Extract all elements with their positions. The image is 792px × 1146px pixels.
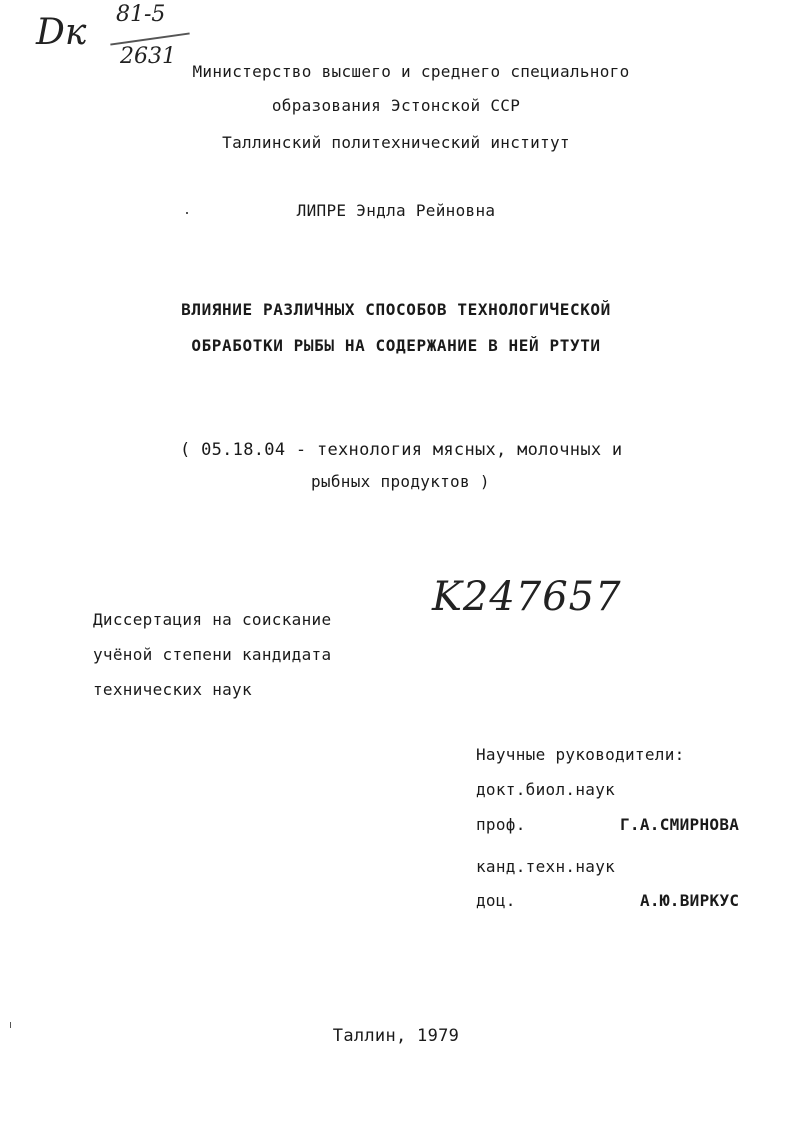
specialty-line-2: рыбных продуктов ): [311, 472, 490, 491]
dissertation-line-3: технических наук: [93, 680, 252, 699]
institute-name: Таллинский политехнический институт: [222, 133, 570, 152]
supervisor-1-title: проф.: [476, 815, 526, 834]
supervisor-2-degree: канд.техн.наук: [476, 857, 616, 876]
supervisor-2-name: А.Ю.ВИРКУС: [640, 891, 740, 910]
shelf-mark-letters: Dк: [36, 12, 87, 53]
thesis-title-line-2: ОБРАБОТКИ РЫБЫ НА СОДЕРЖАНИЕ В НЕЙ РТУТИ: [191, 336, 601, 355]
ministry-line-2: образования Эстонской ССР: [271, 96, 521, 115]
shelf-mark-number-upper: 81-5: [116, 2, 166, 27]
scan-speck: [10, 1022, 11, 1028]
supervisors-heading: Научные руководители:: [476, 745, 685, 764]
supervisor-2-title: доц.: [476, 891, 516, 910]
supervisor-1-degree: докт.биол.наук: [476, 780, 616, 799]
dissertation-line-2: учёной степени кандидата: [93, 645, 332, 664]
dissertation-line-1: Диссертация на соискание: [93, 610, 332, 629]
thesis-title-line-1: ВЛИЯНИЕ РАЗЛИЧНЫХ СПОСОБОВ ТЕХНОЛОГИЧЕСКОЙ: [181, 300, 611, 319]
author-name: ЛИПРЕ Эндла Рейновна: [296, 201, 496, 220]
supervisor-1-name: Г.А.СМИРНОВА: [620, 815, 740, 834]
place-and-year: Таллин, 1979: [332, 1026, 460, 1046]
accession-number-handwritten: K247657: [432, 574, 622, 620]
shelf-mark-number-lower: 2631: [120, 44, 176, 69]
scan-speck: [186, 212, 188, 214]
specialty-line-1: ( 05.18.04 - технология мясных, молочных и: [180, 440, 623, 460]
ministry-line-1: Министерство высшего и среднего специального: [192, 62, 630, 81]
